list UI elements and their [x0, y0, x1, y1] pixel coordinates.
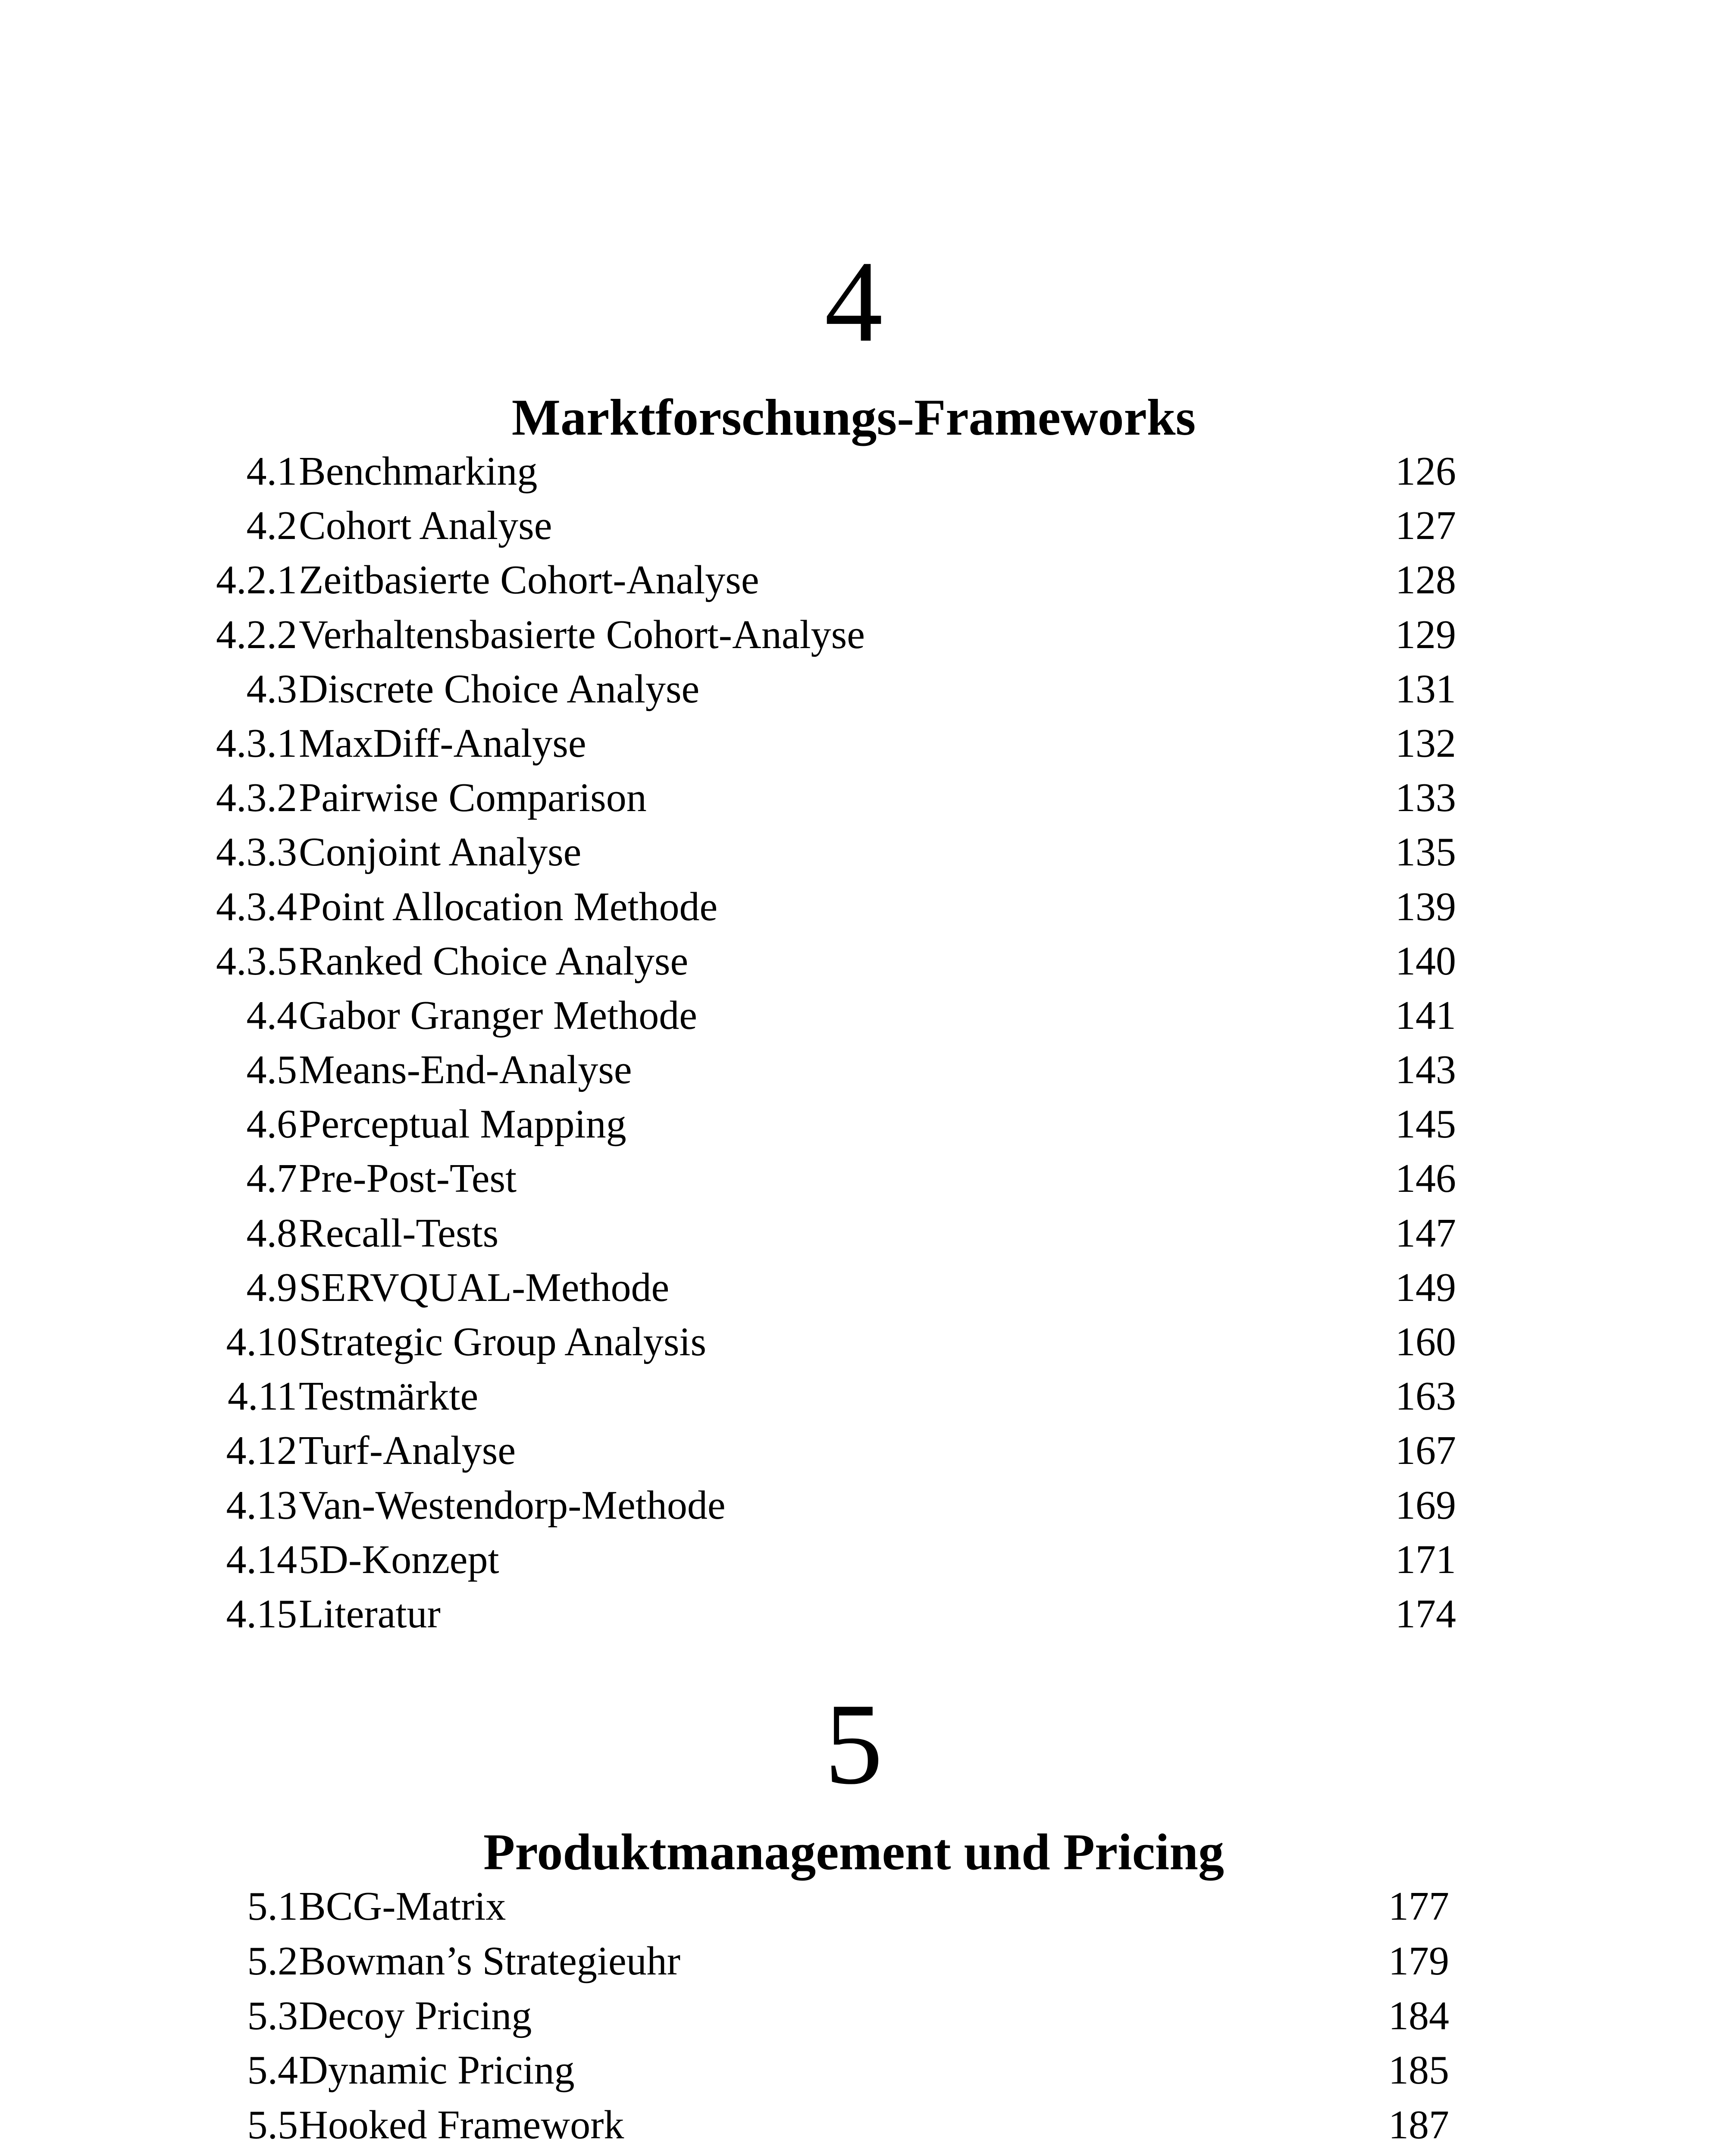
toc-entry-page: 171: [1395, 1537, 1456, 1582]
toc-entry-page: 179: [1388, 1938, 1449, 1984]
toc-entry-page: 177: [1388, 1884, 1449, 1929]
toc-entry: [0, 995, 1732, 1050]
toc-entry-number: 4.3.3: [216, 830, 297, 875]
toc-entry: [0, 1430, 1732, 1485]
toc-entry-title: Means-End-Analyse: [299, 1047, 632, 1093]
toc-entry-number: 5.4: [247, 2048, 298, 2093]
toc-entry-page: 129: [1395, 612, 1456, 657]
toc-entry-title: SERVQUAL-Methode: [299, 1265, 670, 1310]
toc-entry-number: 4.5: [246, 1047, 297, 1093]
toc-entry: [0, 1539, 1732, 1594]
toc-entry-number: 4.15: [226, 1591, 297, 1636]
toc-entry-page: 169: [1395, 1482, 1456, 1528]
toc-entry: [0, 614, 1732, 669]
toc-entry: [0, 1104, 1732, 1158]
toc-entry-page: 184: [1388, 1993, 1449, 2038]
toc-entry-title: Gabor Granger Methode: [299, 993, 697, 1038]
toc-entry-page: 139: [1395, 884, 1456, 929]
toc-entry-page: 140: [1395, 938, 1456, 984]
toc-entry-title: 5D-Konzept: [299, 1537, 499, 1582]
toc-entry-number: 4.9: [246, 1265, 297, 1310]
toc-entry-title: Pre-Post-Test: [299, 1156, 517, 1201]
toc-entry-page: 167: [1395, 1428, 1456, 1473]
toc-entry-page: 145: [1395, 1102, 1456, 1147]
toc-entry-number: 4.3.1: [216, 721, 297, 766]
toc-entry: [0, 832, 1732, 886]
toc-entry: [0, 1886, 1732, 1941]
toc-entry-title: MaxDiff-Analyse: [299, 721, 586, 766]
toc-entry-page: 149: [1395, 1265, 1456, 1310]
toc-entry: [0, 666, 1732, 723]
toc-entry-number: 4.1: [246, 449, 297, 494]
toc-entry: [0, 1319, 1732, 1376]
toc-entry-number: 4.3: [246, 666, 297, 711]
toc-entry: [0, 884, 1732, 941]
toc-entry-title: Discrete Choice Analyse: [299, 666, 700, 711]
toc-entry-title: Recall-Tests: [299, 1210, 499, 1256]
toc-entry: [0, 2105, 1732, 2156]
toc-entry-title: Hooked Framework: [299, 2103, 624, 2148]
toc-entry-number: 5.5: [247, 2103, 298, 2148]
toc-entry: [0, 1376, 1732, 1430]
toc-entry-number: 4.3.2: [216, 775, 297, 821]
toc-entry-page: 126: [1395, 449, 1456, 494]
chapter-4-title: Marktforschungs-Frameworks: [511, 389, 1196, 446]
toc-entry-title: BCG-Matrix: [299, 1884, 506, 1929]
toc-entry: [0, 1210, 1732, 1267]
toc-entry-number: 4.12: [226, 1428, 297, 1473]
toc-entry-title: Zeitbasierte Cohort-Analyse: [299, 558, 759, 603]
toc-entry-number: 5.2: [247, 1938, 298, 1984]
toc-entry: [0, 777, 1732, 832]
toc-entry-title: Strategic Group Analysis: [299, 1319, 707, 1364]
toc-entry-page: 163: [1395, 1374, 1456, 1419]
toc-entry-title: Conjoint Analyse: [299, 830, 582, 875]
toc-entry: [0, 1158, 1732, 1213]
toc-entry-number: 4.14: [226, 1537, 297, 1582]
toc-entry-page: 143: [1395, 1047, 1456, 1093]
toc-entry-number: 4.3.4: [216, 884, 297, 929]
toc-entry-number: 5.3: [247, 1993, 298, 2038]
toc-entry-title: Bowman’s Strategieuhr: [299, 1938, 681, 1984]
toc-entry: [0, 451, 1732, 505]
toc-entry-number: 4.2.1: [216, 558, 297, 603]
toc-entry-number: 4.10: [226, 1319, 297, 1364]
toc-entry-title: Decoy Pricing: [299, 1993, 532, 2038]
toc-entry: [0, 560, 1732, 614]
toc-entry-title: Turf-Analyse: [299, 1428, 516, 1473]
toc-entry-number: 4.8: [246, 1210, 297, 1256]
toc-entry: [0, 1267, 1732, 1322]
toc-entry: [0, 1482, 1732, 1539]
toc-entry-number: 4.2.2: [216, 612, 297, 657]
toc-entry-title: Verhaltensbasierte Cohort-Analyse: [299, 612, 865, 657]
toc-entry-page: 128: [1395, 558, 1456, 603]
chapter-5-number: 5: [824, 1680, 883, 1808]
toc-entry: [0, 1591, 1732, 1648]
toc-entry-page: 131: [1395, 666, 1456, 711]
toc-entry-page: 174: [1395, 1591, 1456, 1636]
toc-entry-number: 4.4: [246, 993, 297, 1038]
toc-entry-number: 4.13: [226, 1482, 297, 1528]
toc-entry: [0, 938, 1732, 995]
toc-entry-title: Benchmarking: [299, 449, 538, 494]
toc-entry-number: 4.3.5: [216, 938, 297, 984]
toc-entry-page: 133: [1395, 775, 1456, 821]
toc-entry-page: 187: [1388, 2103, 1449, 2148]
toc-entry: [0, 723, 1732, 777]
toc-entry-title: Perceptual Mapping: [299, 1102, 626, 1147]
toc-entry-number: 4.7: [246, 1156, 297, 1201]
toc-entry-page: 160: [1395, 1319, 1456, 1364]
toc-entry-title: Van-Westendorp-Methode: [299, 1482, 726, 1528]
toc-entry-page: 135: [1395, 830, 1456, 875]
toc-entry: [0, 505, 1732, 560]
toc-entry-page: 141: [1395, 993, 1456, 1038]
toc-entry-title: Testmärkte: [299, 1374, 479, 1419]
chapter-5-toc-list: [0, 1886, 1732, 2156]
toc-entry: [0, 1938, 1732, 1996]
toc-entry-page: 185: [1388, 2048, 1449, 2093]
toc-entry: [0, 2050, 1732, 2105]
toc-entry-number: 5.1: [247, 1884, 298, 1929]
toc-entry-page: 127: [1395, 503, 1456, 548]
chapter-4-toc-list: [0, 451, 1732, 1648]
chapter-5-title: Produktmanagement und Pricing: [483, 1823, 1224, 1880]
toc-entry-title: Point Allocation Methode: [299, 884, 718, 929]
toc-entry-title: Ranked Choice Analyse: [299, 938, 689, 984]
toc-entry-number: 4.6: [246, 1102, 297, 1147]
toc-entry: [0, 1047, 1732, 1104]
toc-entry-title: Cohort Analyse: [299, 503, 552, 548]
toc-entry-title: Pairwise Comparison: [299, 775, 647, 821]
toc-entry-number: 4.11: [227, 1374, 297, 1419]
toc-entry: [0, 1993, 1732, 2050]
toc-entry-page: 147: [1395, 1210, 1456, 1256]
toc-entry-title: Dynamic Pricing: [299, 2048, 575, 2093]
toc-entry-page: 132: [1395, 721, 1456, 766]
toc-entry-page: 146: [1395, 1156, 1456, 1201]
toc-entry-number: 4.2: [246, 503, 297, 548]
chapter-4-number: 4: [824, 237, 883, 366]
toc-entry-title: Literatur: [299, 1591, 441, 1636]
